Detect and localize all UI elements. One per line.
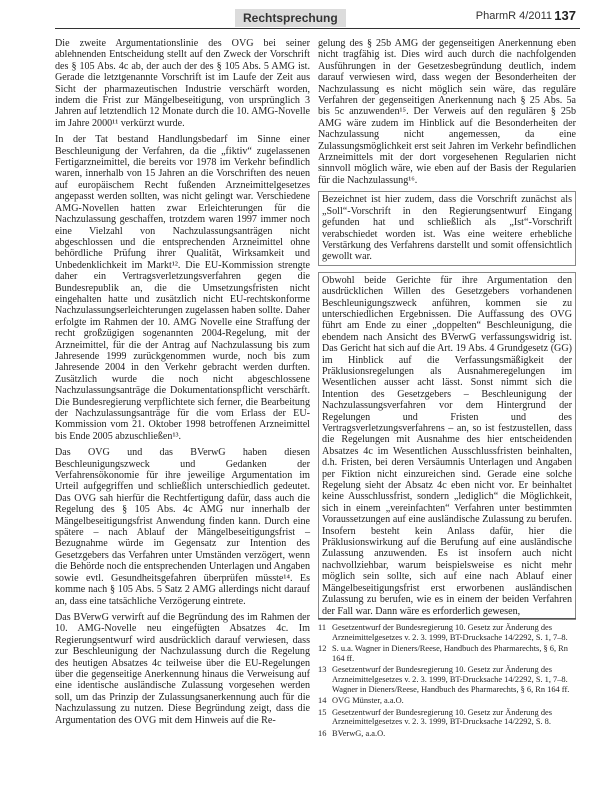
paragraph: Die zweite Argumentationslinie des OVG bei seiner ablehnenden Entscheidung stellt auf den Zweck der Vorschrift des § 105 Abs. 4c ab, der auch der des § 105 Abs. 5 AMG ist. Gerade die letztgenannte Vorschrift ist im Laufe der Zeit aus Sicht der pharmazeutischen Industrie verschärft worden, indem die Frist zur Mängelbeseitigung, von ursprünglich 3 Jahren auf letztendlich 12 Monate durch die 10. AMG-Novelle im Jahre 2000¹¹ verkürzt wurde. [55,38,310,129]
paragraph: gelung des § 25b AMG der gegenseitigen Anerkennung eben nicht tragfähig ist. Dies wird auch durch die nachfolgenden Ausführungen in der Gesetzesbegründung deutlich, indem darauf verwiesen wird, dass wegen der Besonderheiten der Nachzulassung es nicht möglich sein wäre, das reguläre Verfahren der gegenseitigen Anerkennung nach § 25 Abs. 5a bis 5c anzuwenden¹⁵. Der Verweis auf den regulären § 25b AMG wäre zudem im Hinblick auf die Besonderheiten der Nachzulassung nicht angemessen, da eine Zulassungsmöglichkeit erst seit Jahren im Verkehr befindlichen Arzneimittels mit der dort vorgesehenen Regularien nicht sinnvoll möglich wäre, wie eben auf der Basis der Regularien für die Nachzulassung¹⁶. [318,38,576,186]
page-number: 137 [554,8,576,23]
paragraph: In der Tat bestand Handlungsbedarf im Sinne einer Beschleunigung der Verfahren, da die „fiktiv“ zugelassenen Fertigarzneimittel, die bereits vor 1978 im Verkehr befindlich waren, innerhalb von 15 Jahren an die Vorschriften des neuen auf europäischem Recht fußenden Arzneimittelgesetzes angepasst werden sollten, was nicht gelingt war. Verschiedene AMG-Novellen hatten zwar Erleichterungen für die Nachzulassung geschaffen, trotzdem waren 1997 immer noch eine Vielzahl von Nachzulassungsanträgen nicht abgeschlossen und die entsprechenden Arzneimittel ohne behördliche Prüfung ihrer Qualität, Wirksamkeit und Unbedenklichkeit im Markt¹². Die EU-Kommission strengte daher ein Vertragsverletzungsverfahren gegen die Bundesrepublik an, die die Umsetzungsfristen nicht eingehalten hatte und zusätzlich nicht EU-rechtskonforme Nachzulassungserleichterungen zugelassen haben sollte. Daher erfolgte im Rahmen der 10. AMG Novelle eine Straffung der recht großzügigen sogenannten 2004-Regelung, mit der Arzneimittel, für die der Antrag auf Nachzulassung bis zum Jahresende 1999 zurückgenommen wurde, noch bis zum Jahresende 2004 in den Verkehr gebracht werden durften. Zusätzlich wurde die noch nicht abgeschlossene Nachzulassungsanträge die Dokumentationspflicht verschärft. Die Bundesregierung verpflichtete sich ferner, die Bearbeitung der Nachzulassungsanträge für die vom Erlass der EU-Kommission vom 21. Oktober 1998 betroffenen Arzneimittel bis Ende 2005 abzuschließen¹³. [55,134,310,442]
paragraph: Das BVerwG verwirft auf die Begründung des im Rahmen der 10. AMG-Novelle neu eingefügten Absatzes 4c. Im Regierungsentwurf wird ausdrücklich darauf verwiesen, dass zur Beschleunigung der Nachzulassung durch die Regelung des heutigen Absatzes 4c teilweise über die EU-Regelungen über die gegenseitige Anerkennung hinaus die Verweisung auf eine identische ausländische Zulassung vorgesehen werden soll, um das Prinzip der Zulassungsanerkennung auch für die Nachzulassung zu nutzen. Diese Begründung zeigt, dass die Argumentation des OVG mit dem Hinweis auf die Re- [55,611,310,726]
footnote-number: 12 [318,644,327,654]
footnote-text: Gesetzentwurf der Bundesregierung 10. Gesetz zur Änderung des Arzneimittelgesetzes v. 2. 3. 1999, BT-Drucksache 14/2292, S. 1, 7–8. Wagner in Dieners/Reese, Handbuch des Pharmarechts, § 6, Rn 164 ff. [332,665,570,694]
footnote-text: OVG Münster, a.a.O. [332,696,404,706]
highlighted-paragraph: Bezeichnet ist hier zudem, dass die Vorschrift zunächst als „Soll“-Vorschrift in den Regierungsentwurf Eingang gefunden hat und schließlich als „Ist“-Vorschrift verabschiedet worden ist. Was eine weitere erhebliche Verstärkung des Verfahrens darstellt und somit offensichtlich gewollt war. [318,191,576,265]
right-column [318,38,576,626]
footnote [318,665,576,694]
footnotes [318,618,576,741]
footnote-number: 13 [318,665,327,675]
left-column [55,38,310,731]
footnote [318,623,576,642]
page-header [55,6,580,29]
footnote-number: 14 [318,696,327,706]
footnote [318,708,576,727]
footnote-text: Gesetzentwurf der Bundesregierung 10. Gesetz zur Änderung des Arzneimittelgesetzes v. 2. 3. 1999, BT-Drucksache 14/2292, S. 8. [332,707,552,727]
footnote-number: 16 [318,728,327,738]
paragraph: Das OVG und das BVerwG haben diesen Beschleunigungszweck und Gedanken der Verfahrensökonomie für ihre jeweilige Argumentation im Urteil aufgegriffen und schließlich unterschiedlich gedeutet. Das OVG sah hierfür die Rechtfertigung dafür, dass auch die Regelung des § 105 Abs. 4c AMG nur innerhalb der Mängelbeseitigungsfrist Anwendung finden kann. Durch eine spätere – nach Ablauf der Mängelbeseitigungsfrist – Bezugnahme würde im Gegensatz zur Intention des Gesetzgebers das Verfahren unter Umständen verzögert, wenn die Behörde noch die entsprechenden Unterlagen und Angaben sowie evtl. Gesundheitsgefahren überprüfen müsste¹⁴. Es komme nach § 105 Abs. 5 Satz 2 AMG allerdings nicht darauf an, dass eine tatsächliche Verzögerung eintrete. [55,447,310,607]
footnote [318,644,576,663]
footnote-text: BVerwG, a.a.O. [332,728,386,738]
highlighted-paragraph: Obwohl beide Gerichte für ihre Argumentation den ausdrücklichen Willen des Gesetzgebers vorhandenen Beschleunigungszweck anführen, kommen sie zu unterschiedlichen Ergebnissen. Die Auffassung des OVG führt am Ende zu einer „doppelten“ Beschleunigung, die ebendem nach Ansicht des BVerwG verfassungswidrig ist. Das Gericht hat sich auf die Art. 19 Abs. 4 Grundgesetz (GG) im Hinblick auf die Verfassungsmäßigkeit der Präklusionsregelungen als Ausnahmeregelungen im Wesentlichen ausser acht lässt. Sonst nimmt sich die Intention des Gesetzgebers – Beschleunigung der Nachzulassungsverfahren vor dem Hintergrund der Regelungen und Fristen und des Vertragsverletzungsverfahrens – an, so ist festzustellen, dass die Regelungen mit Ausnahme des hier entscheidenden Absatzes 4c im Wesentlichen Ausschlussfristen beinhalten, d.h. Fristen, bei deren Versäumnis Unterlagen und Angaben per Fiktion nicht einzureichen sind. Gerade eine solche Regelung sieht der Absatz 4c eben nicht vor. Er beinhaltet keine Ausschlussfrist, sondern „lediglich“ die Möglichkeit, sich in einem „vereinfachten“ Verfahren unter bestimmten Voraussetzungen auf eine ausländische Zulassung zu berufen. Insofern besteht kein Anlass dafür, hier die Präklusionswirkung auf die Berufung auf eine ausländische Zulassung anzuwenden. Es ist insofern auch nicht nachvollziehbar, warum beispielsweise es nicht mehr möglich sein sollte, sich auf eine nach Ablauf einer Mängelbeseitigungsfrist erst erworbenen ausländischen Zulassung zu berufen, wie es in einem der beiden Verfahren der Fall war. Dann wäre es erforderlich gewesen, [318,272,576,620]
section-label: Rechtsprechung [235,9,346,27]
footnote-text: Gesetzentwurf der Bundesregierung 10. Gesetz zur Änderung des Arzneimittelgesetzes v. 2. 3. 1999, BT-Drucksache 14/2292, S. 1, 7–8. [332,623,568,642]
footnote-text: S. u.a. Wagner in Dieners/Reese, Handbuch des Pharmarechts, § 6, Rn 164 ff. [332,644,568,663]
footnote-number: 11 [318,623,327,632]
footnote [318,729,576,739]
footnote [318,696,576,706]
footnote-number: 15 [318,707,327,717]
journal-reference: PharmR 4/2011 [475,10,552,22]
